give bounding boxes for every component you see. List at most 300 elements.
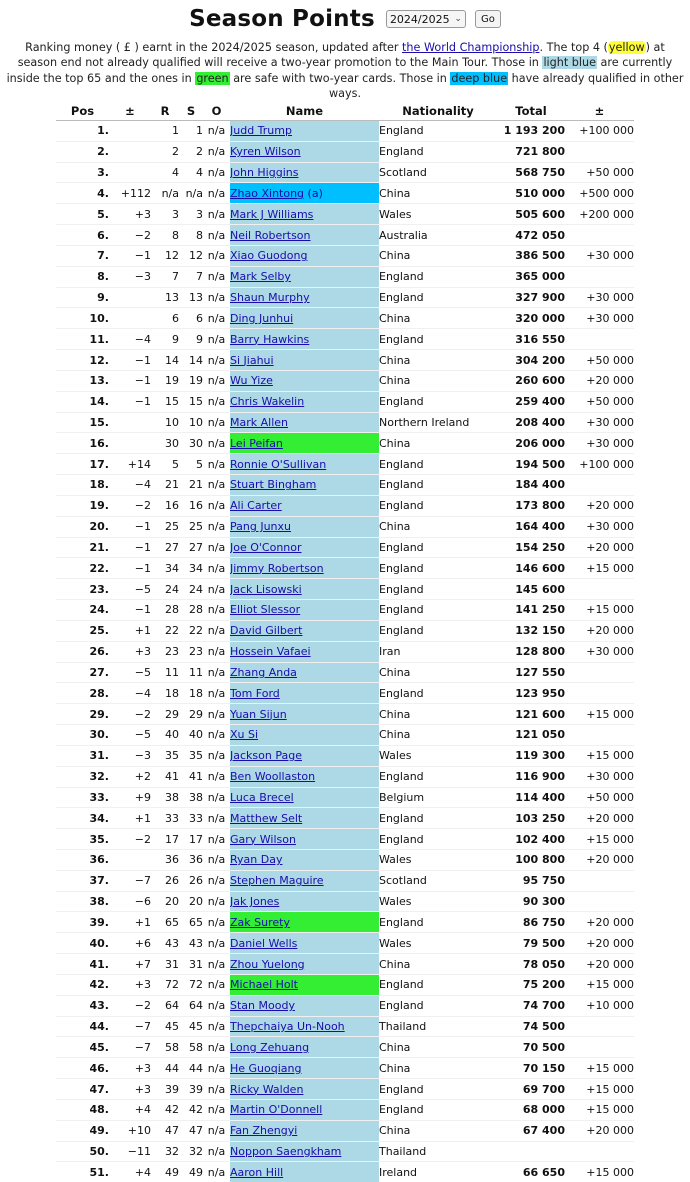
row-o: n/a xyxy=(203,350,230,371)
row-diff: +15 000 xyxy=(565,558,634,579)
row-pos: 24. xyxy=(56,600,109,621)
row-r: 29 xyxy=(151,704,179,725)
world-championship-link[interactable]: the World Championship xyxy=(402,41,540,54)
player-link[interactable]: Ding Junhui xyxy=(230,311,294,325)
player-link[interactable]: Noppon Saengkham xyxy=(230,1144,342,1158)
row-o: n/a xyxy=(203,1141,230,1162)
row-r: 28 xyxy=(151,600,179,621)
row-o: n/a xyxy=(203,974,230,995)
row-pos: 21. xyxy=(56,537,109,558)
row-r: 17 xyxy=(151,829,179,850)
row-r: 14 xyxy=(151,350,179,371)
row-total: 123 950 xyxy=(497,683,565,704)
row-name xyxy=(230,933,379,954)
row-nationality: China xyxy=(379,1120,497,1141)
row-pos: 26. xyxy=(56,641,109,662)
row-pos: 46. xyxy=(56,1058,109,1079)
row-change: −4 xyxy=(109,329,151,350)
row-total: 141 250 xyxy=(497,600,565,621)
row-diff: +100 000 xyxy=(565,121,634,142)
row-pos: 51. xyxy=(56,1162,109,1182)
row-change: −2 xyxy=(109,225,151,246)
row-pos: 45. xyxy=(56,1037,109,1058)
row-total: 164 400 xyxy=(497,516,565,537)
row-change: +3 xyxy=(109,1079,151,1100)
table-row xyxy=(56,266,634,287)
row-total: 127 550 xyxy=(497,662,565,683)
row-name xyxy=(230,204,379,225)
go-button[interactable]: Go xyxy=(475,10,501,28)
header-diff: ± xyxy=(565,101,634,121)
row-o: n/a xyxy=(203,433,230,454)
row-nationality: China xyxy=(379,245,497,266)
table-row xyxy=(56,912,634,933)
row-nationality: China xyxy=(379,433,497,454)
player-link[interactable]: Lei Peifan xyxy=(230,436,283,450)
player-link[interactable]: Neil Robertson xyxy=(230,228,311,242)
player-link[interactable]: Zhou Yuelong xyxy=(230,957,305,971)
row-nationality: England xyxy=(379,141,497,162)
row-name xyxy=(230,787,379,808)
row-r: 64 xyxy=(151,995,179,1016)
row-s: 23 xyxy=(179,641,203,662)
row-s: 24 xyxy=(179,579,203,600)
row-diff: +30 000 xyxy=(565,766,634,787)
row-change: −6 xyxy=(109,891,151,912)
row-diff: +30 000 xyxy=(565,245,634,266)
row-pos: 35. xyxy=(56,829,109,850)
row-name xyxy=(230,537,379,558)
row-diff: +15 000 xyxy=(565,974,634,995)
row-total: 100 800 xyxy=(497,849,565,870)
row-r: 47 xyxy=(151,1120,179,1141)
row-name xyxy=(230,620,379,641)
table-row xyxy=(56,287,634,308)
row-pos: 32. xyxy=(56,766,109,787)
row-diff: +20 000 xyxy=(565,912,634,933)
row-change: −5 xyxy=(109,579,151,600)
row-name xyxy=(230,1099,379,1120)
player-link[interactable]: Thepchaiya Un-Nooh xyxy=(230,1020,345,1034)
row-diff: +50 000 xyxy=(565,350,634,371)
row-total xyxy=(497,1141,565,1162)
row-total: 75 200 xyxy=(497,974,565,995)
row-r: 16 xyxy=(151,495,179,516)
row-nationality: Thailand xyxy=(379,1141,497,1162)
row-nationality: China xyxy=(379,1058,497,1079)
player-link[interactable]: He Guoqiang xyxy=(230,1061,302,1075)
player-link[interactable]: Shaun Murphy xyxy=(230,291,310,305)
player-link[interactable]: Barry Hawkins xyxy=(230,332,310,346)
player-link[interactable]: Xu Si xyxy=(230,728,259,742)
row-o: n/a xyxy=(203,454,230,475)
row-diff xyxy=(565,1016,634,1037)
player-link[interactable]: Long Zehuang xyxy=(230,1040,310,1054)
player-link[interactable]: Kyren Wilson xyxy=(230,145,301,159)
row-o: n/a xyxy=(203,329,230,350)
row-total: 90 300 xyxy=(497,891,565,912)
season-select[interactable] xyxy=(386,10,466,28)
row-o: n/a xyxy=(203,1037,230,1058)
row-change: −2 xyxy=(109,995,151,1016)
row-diff xyxy=(565,475,634,496)
row-nationality: Ireland xyxy=(379,1162,497,1182)
row-name xyxy=(230,370,379,391)
row-total: 78 050 xyxy=(497,954,565,975)
row-o: n/a xyxy=(203,808,230,829)
row-o: n/a xyxy=(203,579,230,600)
row-nationality: England xyxy=(379,495,497,516)
row-s: 41 xyxy=(179,766,203,787)
row-pos: 1. xyxy=(56,121,109,142)
row-change xyxy=(109,308,151,329)
page-header xyxy=(0,6,690,32)
row-o: n/a xyxy=(203,391,230,412)
row-pos: 6. xyxy=(56,225,109,246)
desc-text: ) at season end not already qualified will receive a two-year promotion to the Main Tour. Those in xyxy=(17,41,665,70)
row-name xyxy=(230,829,379,850)
row-pos: 25. xyxy=(56,620,109,641)
row-change: +112 xyxy=(109,183,151,204)
table-row xyxy=(56,787,634,808)
row-total: 70 150 xyxy=(497,1058,565,1079)
row-total: 102 400 xyxy=(497,829,565,850)
row-total: 194 500 xyxy=(497,454,565,475)
page-title: Season Points xyxy=(189,6,375,32)
row-nationality: England xyxy=(379,974,497,995)
player-link[interactable]: Jak Jones xyxy=(230,895,280,909)
player-link[interactable]: Mark J Williams xyxy=(230,207,314,221)
table-row xyxy=(56,933,634,954)
row-s: 43 xyxy=(179,933,203,954)
row-change: −1 xyxy=(109,245,151,266)
row-nationality: China xyxy=(379,183,497,204)
row-diff: +15 000 xyxy=(565,745,634,766)
player-link[interactable]: Ben Woollaston xyxy=(230,770,316,784)
row-s: 5 xyxy=(179,454,203,475)
row-s: 34 xyxy=(179,558,203,579)
row-s: 13 xyxy=(179,287,203,308)
row-total: 66 650 xyxy=(497,1162,565,1182)
row-change: +7 xyxy=(109,954,151,975)
table-row xyxy=(56,891,634,912)
row-nationality: Belgium xyxy=(379,787,497,808)
table-row xyxy=(56,537,634,558)
player-link[interactable]: Yuan Sijun xyxy=(230,707,287,721)
table-row xyxy=(56,370,634,391)
row-pos: 11. xyxy=(56,329,109,350)
player-link[interactable]: Fan Zhengyi xyxy=(230,1124,298,1138)
player-link[interactable]: Aaron Hill xyxy=(230,1165,284,1179)
header-pos: Pos xyxy=(56,101,109,121)
row-pos: 50. xyxy=(56,1141,109,1162)
player-link[interactable]: Judd Trump xyxy=(230,124,292,138)
row-name xyxy=(230,412,379,433)
row-r: n/a xyxy=(151,183,179,204)
row-r: 36 xyxy=(151,849,179,870)
row-s: 31 xyxy=(179,954,203,975)
row-nationality: England xyxy=(379,912,497,933)
row-diff: +50 000 xyxy=(565,391,634,412)
table-row xyxy=(56,1162,634,1182)
row-r: 9 xyxy=(151,329,179,350)
row-diff: +15 000 xyxy=(565,704,634,725)
row-o: n/a xyxy=(203,745,230,766)
row-total: 69 700 xyxy=(497,1079,565,1100)
row-o: n/a xyxy=(203,225,230,246)
row-pos: 17. xyxy=(56,454,109,475)
player-link[interactable]: Zhao Xintong xyxy=(230,186,305,200)
row-s: 16 xyxy=(179,495,203,516)
row-change xyxy=(109,412,151,433)
player-link[interactable]: Jack Lisowski xyxy=(230,582,302,596)
row-change: −7 xyxy=(109,1037,151,1058)
row-name xyxy=(230,350,379,371)
row-diff: +500 000 xyxy=(565,183,634,204)
row-r: 49 xyxy=(151,1162,179,1182)
row-diff xyxy=(565,725,634,746)
row-diff: +20 000 xyxy=(565,849,634,870)
table-row xyxy=(56,121,634,142)
table-row xyxy=(56,808,634,829)
row-change: +10 xyxy=(109,1120,151,1141)
row-nationality: Northern Ireland xyxy=(379,412,497,433)
row-name xyxy=(230,225,379,246)
table-row xyxy=(56,433,634,454)
row-name xyxy=(230,849,379,870)
row-o: n/a xyxy=(203,725,230,746)
row-r: 65 xyxy=(151,912,179,933)
player-link[interactable]: Mark Allen xyxy=(230,416,288,429)
player-link[interactable]: David Gilbert xyxy=(230,624,303,638)
player-link[interactable]: Mark Selby xyxy=(230,270,291,284)
row-pos: 38. xyxy=(56,891,109,912)
player-link[interactable]: Tom Ford xyxy=(230,686,280,700)
row-nationality: China xyxy=(379,662,497,683)
table-row xyxy=(56,308,634,329)
player-link[interactable]: Ricky Walden xyxy=(230,1082,304,1096)
row-s: 39 xyxy=(179,1079,203,1100)
row-s: 44 xyxy=(179,1058,203,1079)
player-link[interactable]: Stephen Maguire xyxy=(230,874,324,888)
row-pos: 31. xyxy=(56,745,109,766)
table-row xyxy=(56,870,634,891)
row-name xyxy=(230,704,379,725)
row-r: 24 xyxy=(151,579,179,600)
row-name xyxy=(230,183,379,204)
row-o: n/a xyxy=(203,183,230,204)
row-change: +1 xyxy=(109,620,151,641)
table-row xyxy=(56,766,634,787)
row-s: 15 xyxy=(179,391,203,412)
player-link[interactable]: Zhang Anda xyxy=(230,665,297,679)
row-s: 6 xyxy=(179,308,203,329)
row-name xyxy=(230,891,379,912)
player-link[interactable]: Jackson Page xyxy=(230,749,302,763)
table-row xyxy=(56,1141,634,1162)
player-link[interactable]: Elliot Slessor xyxy=(230,603,301,617)
row-total: 79 500 xyxy=(497,933,565,954)
player-link[interactable]: Zak Surety xyxy=(230,915,290,929)
table-row xyxy=(56,475,634,496)
row-total: 132 150 xyxy=(497,620,565,641)
row-r: 33 xyxy=(151,808,179,829)
player-link[interactable]: Xiao Guodong xyxy=(230,249,308,263)
legend-green: green xyxy=(196,71,229,85)
player-link[interactable]: Daniel Wells xyxy=(230,936,298,950)
row-nationality: England xyxy=(379,537,497,558)
row-name xyxy=(230,766,379,787)
player-link[interactable]: Matthew Selt xyxy=(230,811,303,825)
row-s: 58 xyxy=(179,1037,203,1058)
player-link[interactable]: Stan Moody xyxy=(230,999,295,1013)
row-change xyxy=(109,433,151,454)
player-link[interactable]: Gary Wilson xyxy=(230,832,296,846)
row-nationality: England xyxy=(379,995,497,1016)
row-r: 4 xyxy=(151,162,179,183)
row-pos: 22. xyxy=(56,558,109,579)
row-name xyxy=(230,683,379,704)
row-nationality: England xyxy=(379,600,497,621)
row-r: 25 xyxy=(151,516,179,537)
row-total: 95 750 xyxy=(497,870,565,891)
row-name xyxy=(230,287,379,308)
row-diff: +20 000 xyxy=(565,1120,634,1141)
row-diff: +30 000 xyxy=(565,516,634,537)
row-total: 259 400 xyxy=(497,391,565,412)
row-diff: +20 000 xyxy=(565,620,634,641)
table-row xyxy=(56,683,634,704)
row-change: +9 xyxy=(109,787,151,808)
row-s: 3 xyxy=(179,204,203,225)
player-link[interactable]: Joe O'Connor xyxy=(230,540,302,554)
player-link[interactable]: Ali Carter xyxy=(230,499,282,513)
row-s: 8 xyxy=(179,225,203,246)
row-r: 5 xyxy=(151,454,179,475)
row-pos: 27. xyxy=(56,662,109,683)
row-s: 25 xyxy=(179,516,203,537)
row-diff: +50 000 xyxy=(565,787,634,808)
player-link[interactable]: Si Jiahui xyxy=(230,353,274,367)
row-total: 86 750 xyxy=(497,912,565,933)
player-link[interactable]: Ronnie O'Sullivan xyxy=(230,457,327,471)
row-diff: +20 000 xyxy=(565,933,634,954)
table-row xyxy=(56,1016,634,1037)
player-link[interactable]: Stuart Bingham xyxy=(230,478,317,492)
row-s: 7 xyxy=(179,266,203,287)
row-o: n/a xyxy=(203,558,230,579)
row-nationality: China xyxy=(379,516,497,537)
chevron-down-icon: ⌄ xyxy=(454,14,462,24)
row-s: 14 xyxy=(179,350,203,371)
row-nationality: China xyxy=(379,725,497,746)
row-s: 35 xyxy=(179,745,203,766)
row-nationality: England xyxy=(379,579,497,600)
row-total: 114 400 xyxy=(497,787,565,808)
player-link[interactable]: Martin O'Donnell xyxy=(230,1103,323,1117)
table-row xyxy=(56,954,634,975)
row-total: 74 700 xyxy=(497,995,565,1016)
row-diff: +200 000 xyxy=(565,204,634,225)
row-o: n/a xyxy=(203,1120,230,1141)
row-change xyxy=(109,849,151,870)
row-change: +1 xyxy=(109,808,151,829)
table-row xyxy=(56,704,634,725)
row-nationality: England xyxy=(379,620,497,641)
row-name xyxy=(230,995,379,1016)
table-row xyxy=(56,225,634,246)
row-r: 31 xyxy=(151,954,179,975)
row-s: 21 xyxy=(179,475,203,496)
row-change: +3 xyxy=(109,204,151,225)
row-o: n/a xyxy=(203,787,230,808)
row-total: 103 250 xyxy=(497,808,565,829)
legend-yellow: yellow xyxy=(608,41,645,54)
row-o: n/a xyxy=(203,662,230,683)
row-diff: +10 000 xyxy=(565,995,634,1016)
row-s: 49 xyxy=(179,1162,203,1182)
row-diff xyxy=(565,141,634,162)
row-diff: +20 000 xyxy=(565,537,634,558)
player-link[interactable]: Pang Junxu xyxy=(230,520,291,534)
row-total: 208 400 xyxy=(497,412,565,433)
row-s: 40 xyxy=(179,725,203,746)
row-name xyxy=(230,641,379,662)
legend-deep-blue: deep blue xyxy=(451,71,508,85)
row-pos: 2. xyxy=(56,141,109,162)
row-name xyxy=(230,162,379,183)
row-o: n/a xyxy=(203,121,230,142)
player-link[interactable]: Chris Wakelin xyxy=(230,395,305,409)
row-r: 38 xyxy=(151,787,179,808)
row-total: 510 000 xyxy=(497,183,565,204)
row-name xyxy=(230,745,379,766)
row-r: 19 xyxy=(151,370,179,391)
row-change: +4 xyxy=(109,1099,151,1120)
row-nationality: Thailand xyxy=(379,1016,497,1037)
row-o: n/a xyxy=(203,995,230,1016)
player-link[interactable]: Wu Yize xyxy=(230,374,273,388)
row-r: 44 xyxy=(151,1058,179,1079)
row-r: 26 xyxy=(151,870,179,891)
row-r: 58 xyxy=(151,1037,179,1058)
row-diff: +15 000 xyxy=(565,1058,634,1079)
row-change: −1 xyxy=(109,370,151,391)
row-o: n/a xyxy=(203,912,230,933)
table-row xyxy=(56,204,634,225)
row-pos: 15. xyxy=(56,412,109,433)
player-link[interactable]: Hossein Vafaei xyxy=(230,645,311,659)
row-change: −1 xyxy=(109,558,151,579)
row-total: 206 000 xyxy=(497,433,565,454)
row-total: 128 800 xyxy=(497,641,565,662)
row-o: n/a xyxy=(203,245,230,266)
row-diff xyxy=(565,225,634,246)
player-link[interactable]: Luca Brecel xyxy=(230,790,294,804)
player-link[interactable]: Michael Holt xyxy=(230,978,298,992)
player-link[interactable]: John Higgins xyxy=(230,166,299,180)
player-link[interactable]: Ryan Day xyxy=(230,853,283,867)
header-o: O xyxy=(203,101,230,121)
desc-text: have already qualified in other ways. xyxy=(328,71,684,101)
row-total: 121 050 xyxy=(497,725,565,746)
row-r: 13 xyxy=(151,287,179,308)
row-r: 41 xyxy=(151,766,179,787)
row-pos: 4. xyxy=(56,183,109,204)
row-total: 304 200 xyxy=(497,350,565,371)
player-link[interactable]: Jimmy Robertson xyxy=(230,561,324,575)
row-o: n/a xyxy=(203,475,230,496)
